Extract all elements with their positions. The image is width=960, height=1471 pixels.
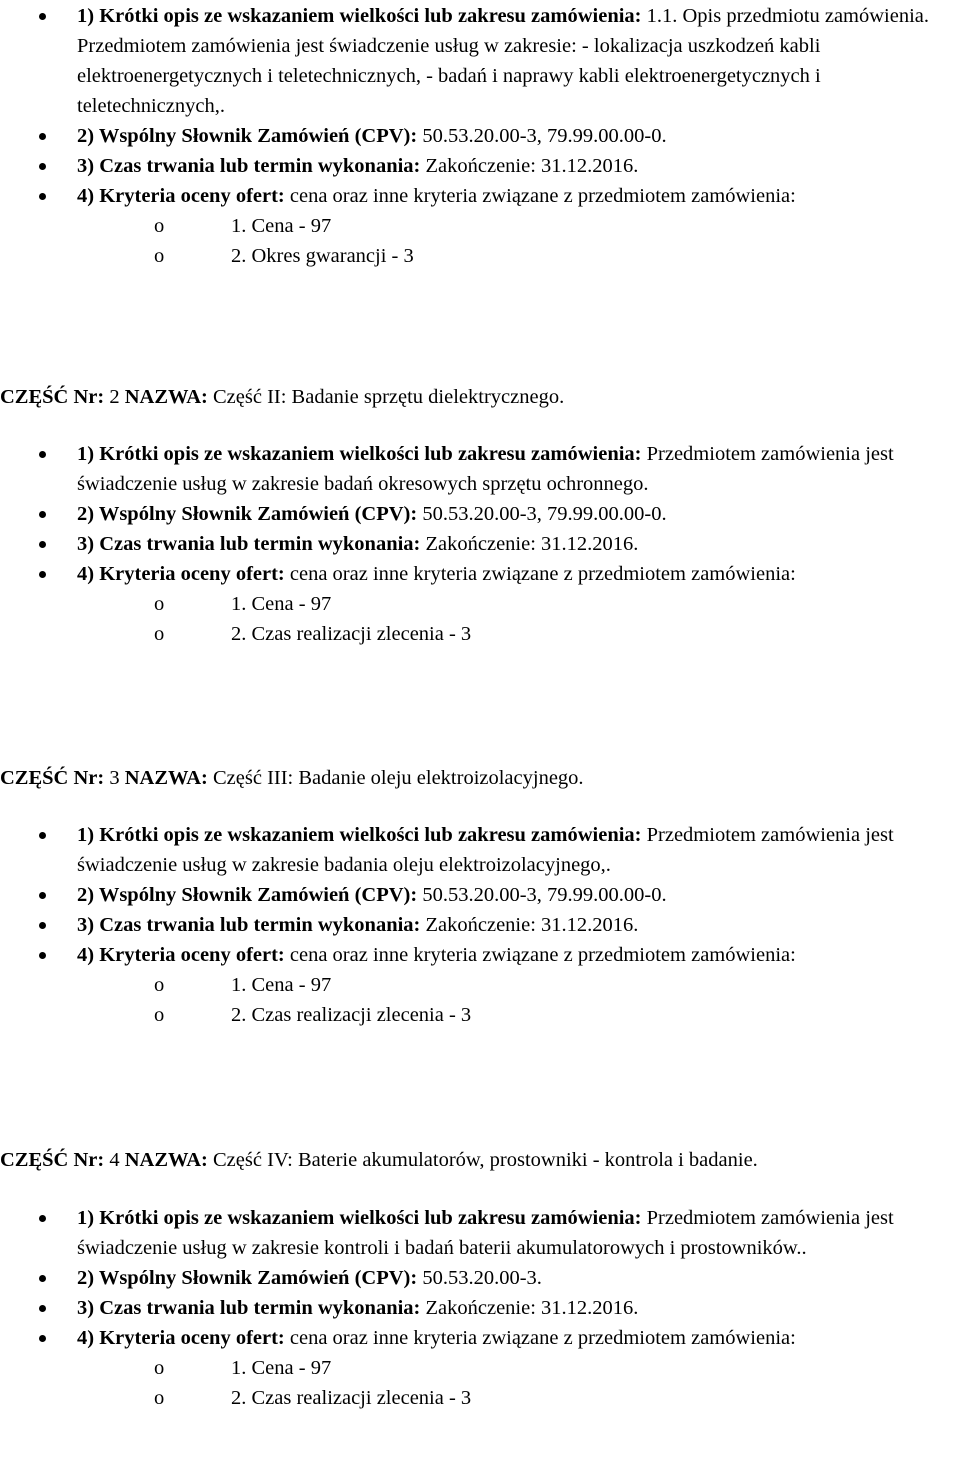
bullet-icon [39,1335,46,1342]
part-1-kryteria-item [0,181,960,271]
bullet-icon [39,1305,46,1312]
criterion-text: 2. Czas realizacji zlecenia - 3 [231,623,472,645]
bullet-icon [39,892,46,899]
part-4-cpv-value: 50.53.20.00-3. [422,1267,542,1289]
bullet-icon [39,451,46,458]
part-3-heading [0,763,960,793]
part-3-kryteria-text: cena oraz inne kryteria związane z przedmiotem zamówienia: [289,944,796,966]
bullet-icon [39,511,46,518]
czas-label: 3) Czas trwania lub termin wykonania: [77,533,421,555]
part-1-criteria-list [77,211,960,271]
part-2-czas-item [0,529,960,559]
part-4-heading [0,1145,960,1175]
criterion-text: 1. Cena - 97 [231,215,332,237]
part-1-cpv-item [0,121,960,151]
part-1-opis-text: 1.1. Opis przedmiotu zamówienia. Przedmiotem zamówienia jest świadczenie usług w zakresie: - lokalizacja uszkodzeń kabli elektroenergetycznych i teletechnicznych, - badań i naprawy kabli elektroenergetycznych i teletechnicznych,. [77,5,930,117]
criterion-text: 2. Okres gwarancji - 3 [231,245,414,267]
criterion-text: 2. Czas realizacji zlecenia - 3 [231,1004,472,1026]
part-2-opis-text: Przedmiotem zamówienia jest świadczenie usług w zakresie badań okresowych sprzętu ochronnego. [77,443,894,495]
bullet-icon [39,541,46,548]
part-4-cpv-item [0,1263,960,1293]
czesc-label: CZĘŚĆ Nr: [0,386,105,408]
criterion-text: 1. Cena - 97 [231,593,332,615]
cpv-label: 2) Wspólny Słownik Zamówień (CPV): [77,1267,418,1289]
part-2-criterion-1 [77,589,960,619]
kryteria-label: 4) Kryteria oceny ofert: [77,944,285,966]
part-4-items [0,1203,960,1413]
sub-bullet-icon: o [154,215,165,237]
part-4-number: 4 [109,1149,120,1171]
bullet-icon [39,922,46,929]
opis-label: 1) Krótki opis ze wskazaniem wielkości lub zakresu zamówienia: [77,443,642,465]
part-2-kryteria-item [0,559,960,649]
part-2-name: Część II: Badanie sprzętu dielektrycznego. [213,386,565,408]
part-3-opis-text: Przedmiotem zamówienia jest świadczenie usług w zakresie badania oleju elektroizolacyjnego,. [77,824,894,876]
opis-label: 1) Krótki opis ze wskazaniem wielkości lub zakresu zamówienia: [77,5,642,27]
cpv-label: 2) Wspólny Słownik Zamówień (CPV): [77,503,418,525]
part-3-czas-item [0,910,960,940]
part-2-czas-value: Zakończenie: 31.12.2016. [425,533,639,555]
sub-bullet-icon: o [154,593,165,615]
part-3-number: 3 [109,767,120,789]
part-4-czas-value: Zakończenie: 31.12.2016. [425,1297,639,1319]
part-4-opis-item [0,1203,960,1263]
czesc-label: CZĘŚĆ Nr: [0,767,105,789]
part-3-criterion-2 [77,1000,960,1030]
nazwa-label: NAZWA: [124,386,208,408]
part-1-cpv-value: 50.53.20.00-3, 79.99.00.00-0. [422,125,667,147]
part-2-heading [0,382,960,412]
part-1-opis-item [0,1,960,121]
criterion-text: 2. Czas realizacji zlecenia - 3 [231,1387,472,1409]
cpv-label: 2) Wspólny Słownik Zamówień (CPV): [77,125,418,147]
part-2-opis-item [0,439,960,499]
czas-label: 3) Czas trwania lub termin wykonania: [77,914,421,936]
sub-bullet-icon: o [154,623,165,645]
bullet-icon [39,832,46,839]
opis-label: 1) Krótki opis ze wskazaniem wielkości lub zakresu zamówienia: [77,824,642,846]
part-3-kryteria-item [0,940,960,1030]
kryteria-label: 4) Kryteria oceny ofert: [77,185,285,207]
part-2-cpv-item [0,499,960,529]
part-1-section [0,1,960,271]
part-3-criterion-1 [77,970,960,1000]
part-3-cpv-item [0,880,960,910]
part-4-kryteria-item [0,1323,960,1413]
sub-bullet-icon: o [154,974,165,996]
part-4-section [0,1203,960,1413]
kryteria-label: 4) Kryteria oceny ofert: [77,563,285,585]
part-2-section [0,439,960,649]
part-3-items [0,820,960,1030]
part-4-criterion-2 [77,1383,960,1413]
sub-bullet-icon: o [154,1004,165,1026]
cpv-label: 2) Wspólny Słownik Zamówień (CPV): [77,884,418,906]
kryteria-label: 4) Kryteria oceny ofert: [77,1327,285,1349]
part-4-criteria-list [77,1353,960,1413]
czas-label: 3) Czas trwania lub termin wykonania: [77,1297,421,1319]
part-2-cpv-value: 50.53.20.00-3, 79.99.00.00-0. [422,503,667,525]
bullet-icon [39,163,46,170]
bullet-icon [39,1215,46,1222]
part-1-czas-item [0,151,960,181]
part-3-czas-value: Zakończenie: 31.12.2016. [425,914,639,936]
part-3-criteria-list [77,970,960,1030]
part-1-criterion-2 [77,241,960,271]
bullet-icon [39,13,46,20]
bullet-icon [39,952,46,959]
part-1-criterion-1 [77,211,960,241]
part-2-items [0,439,960,649]
part-2-kryteria-text: cena oraz inne kryteria związane z przedmiotem zamówienia: [289,563,796,585]
part-2-number: 2 [109,386,120,408]
part-4-czas-item [0,1293,960,1323]
part-4-kryteria-text: cena oraz inne kryteria związane z przedmiotem zamówienia: [289,1327,796,1349]
opis-label: 1) Krótki opis ze wskazaniem wielkości lub zakresu zamówienia: [77,1207,642,1229]
bullet-icon [39,133,46,140]
nazwa-label: NAZWA: [124,1149,208,1171]
bullet-icon [39,193,46,200]
part-3-cpv-value: 50.53.20.00-3, 79.99.00.00-0. [422,884,667,906]
bullet-icon [39,1275,46,1282]
czesc-label: CZĘŚĆ Nr: [0,1149,105,1171]
part-1-czas-value: Zakończenie: 31.12.2016. [425,155,639,177]
part-4-criterion-1 [77,1353,960,1383]
part-1-items [0,1,960,271]
part-4-opis-text: Przedmiotem zamówienia jest świadczenie usług w zakresie kontroli i badań baterii akumulatorowych i prostowników.. [77,1207,894,1259]
sub-bullet-icon: o [154,245,165,267]
criterion-text: 1. Cena - 97 [231,1357,332,1379]
part-4-name: Część IV: Baterie akumulatorów, prostowniki - kontrola i badanie. [213,1149,758,1171]
czas-label: 3) Czas trwania lub termin wykonania: [77,155,421,177]
part-3-opis-item [0,820,960,880]
sub-bullet-icon: o [154,1357,165,1379]
part-2-criteria-list [77,589,960,649]
criterion-text: 1. Cena - 97 [231,974,332,996]
part-3-section [0,820,960,1030]
sub-bullet-icon: o [154,1387,165,1409]
part-3-name: Część III: Badanie oleju elektroizolacyjnego. [213,767,584,789]
part-2-criterion-2 [77,619,960,649]
nazwa-label: NAZWA: [124,767,208,789]
part-1-kryteria-text: cena oraz inne kryteria związane z przedmiotem zamówienia: [289,185,796,207]
bullet-icon [39,571,46,578]
